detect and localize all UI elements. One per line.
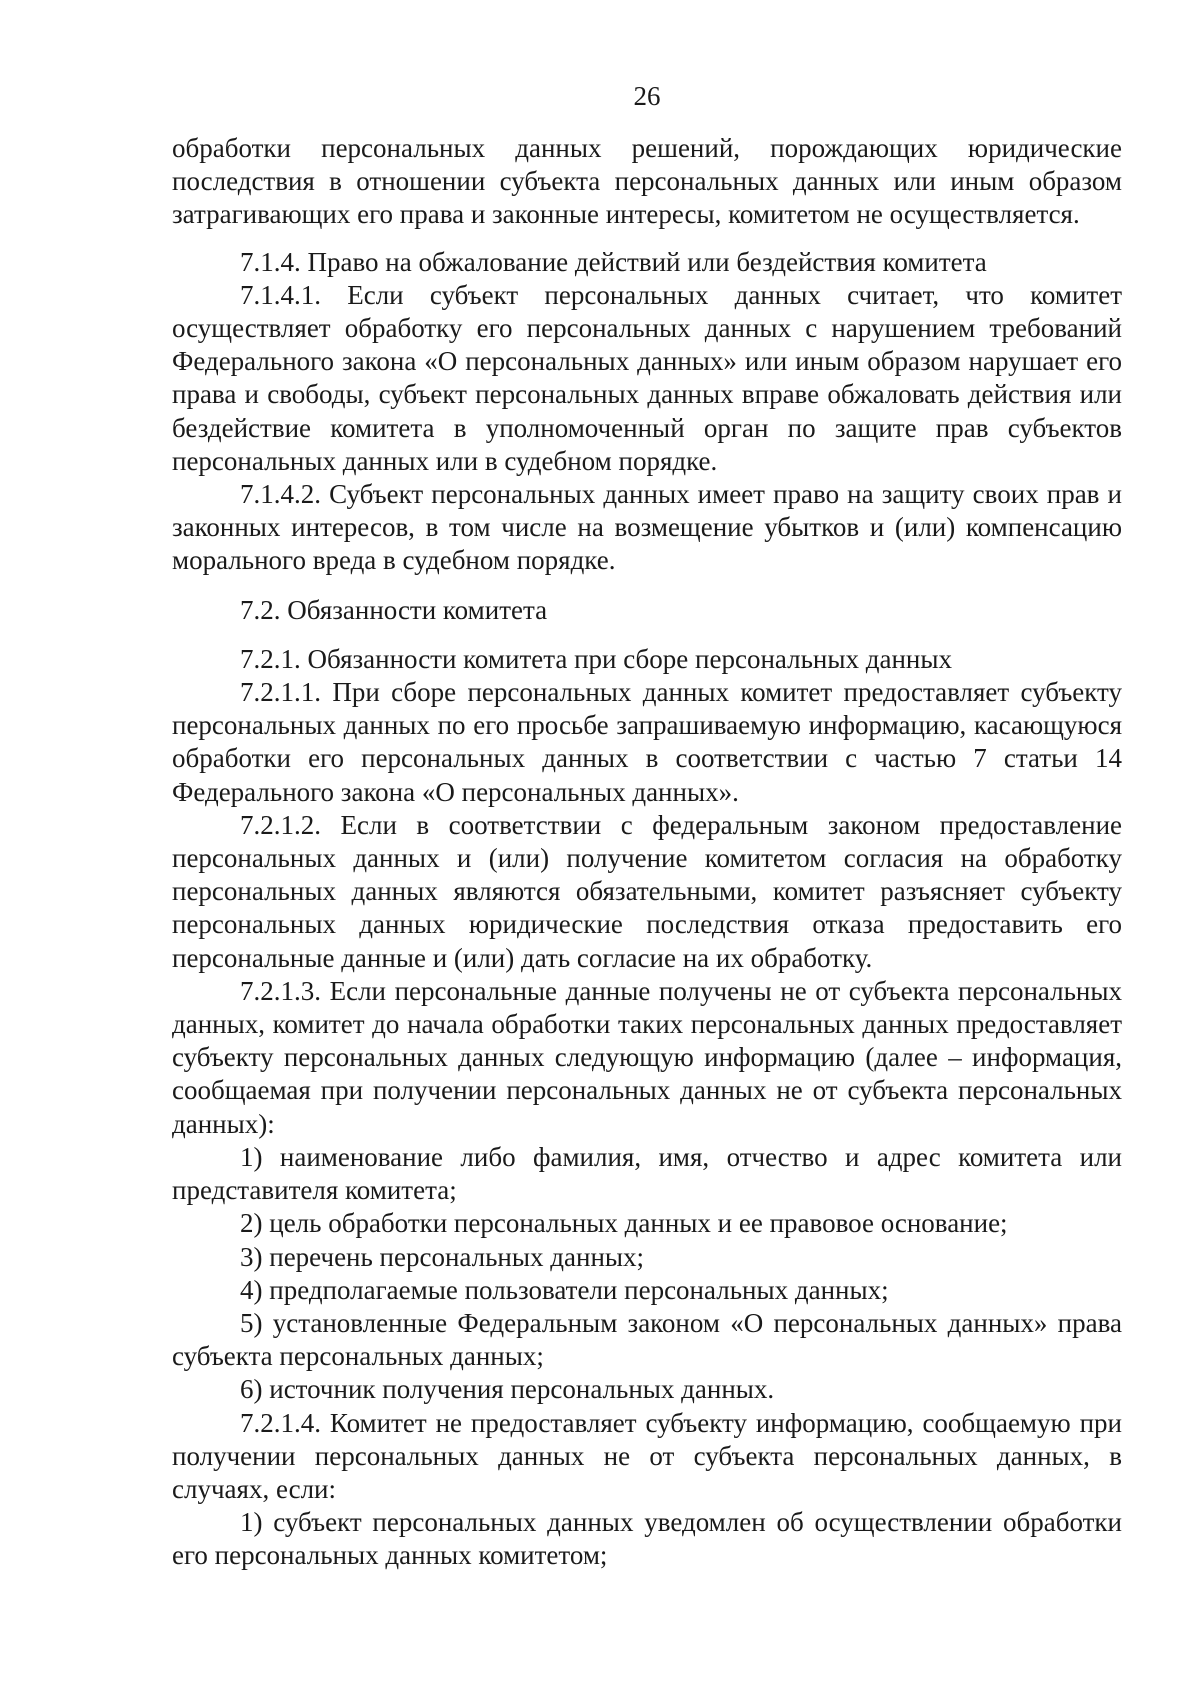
paragraph-7-2-1-2: 7.2.1.2. Если в соответствии с федеральным законом предоставление персональных данных и (или) получение комитетом согласия на обработку персональных данных являются обязательными, комитет разъясняет субъекту персональных данных юридические последствия отказа предоставить его персональные данные и (или) дать согласие на их обработку. — [172, 809, 1122, 973]
list-item-3: 3) перечень персональных данных; — [240, 1241, 645, 1272]
paragraph-continuation: обработки персональных данных решений, порождающих юридические последствия в отношении субъекта персональных данных или иным образом затрагивающих его права и законные интересы, комитетом не осуществляется. — [172, 133, 1122, 230]
page-number: 26 — [633, 81, 661, 111]
list-item-6: 6) источник получения персональных данных. — [240, 1374, 775, 1405]
paragraph-7-1-4-2: 7.1.4.2. Субъект персональных данных имеет право на защиту своих прав и законных интересов, в том числе на возмещение убытков и (или) компенсацию морального вреда в судебном порядке. — [172, 479, 1122, 576]
list-item-1-b: 1) субъект персональных данных уведомлен об осуществлении обработки его персональных данных комитетом; — [172, 1507, 1122, 1571]
list-item-1: 1) наименование либо фамилия, имя, отчество и адрес комитета или представителя комитета; — [172, 1141, 1122, 1206]
paragraph-7-1-4-1: 7.1.4.1. Если субъект персональных данных считает, что комитет осуществляет обработку его персональных данных с нарушением требований Федерального закона «О персональных данных» или иным образом нарушает его права и свободы, субъект персональных данных вправе обжаловать действия или бездействие комитета в уполномоченный орган по защите прав субъектов персональных данных или в судебном порядке. — [172, 279, 1122, 476]
section-heading-7-2: 7.2. Обязанности комитета — [240, 594, 548, 625]
paragraph-7-2-1-3: 7.2.1.3. Если персональные данные получены не от субъекта персональных данных, комитет до начала обработки таких персональных данных предоставляет субъекту персональных данных следующую информацию (далее – информация, сообщаемая при получении персональных данных не от субъекта персональных данных): — [172, 975, 1122, 1139]
list-item-4: 4) предполагаемые пользователи персональных данных; — [240, 1274, 889, 1305]
paragraph-7-2-1-4: 7.2.1.4. Комитет не предоставляет субъекту информацию, сообщаемую при получении персональных данных не от субъекта персональных данных, в случаях, если: — [172, 1407, 1122, 1504]
section-heading-7-2-1: 7.2.1. Обязанности комитета при сборе персональных данных — [240, 643, 953, 674]
list-item-2: 2) цель обработки персональных данных и ее правовое основание; — [240, 1208, 1008, 1239]
section-heading-7-1-4: 7.1.4. Право на обжалование действий или бездействия комитета — [240, 246, 987, 277]
list-item-5: 5) установленные Федеральным законом «О персональных данных» права субъекта персональных данных; — [172, 1307, 1122, 1372]
paragraph-7-2-1-1: 7.2.1.1. При сборе персональных данных комитет предоставляет субъекту персональных данных по его просьбе запрашиваемую информацию, касающуюся обработки его персональных данных в соответствии с частью 7 статьи 14 Федерального закона «О персональных данных». — [172, 677, 1122, 807]
